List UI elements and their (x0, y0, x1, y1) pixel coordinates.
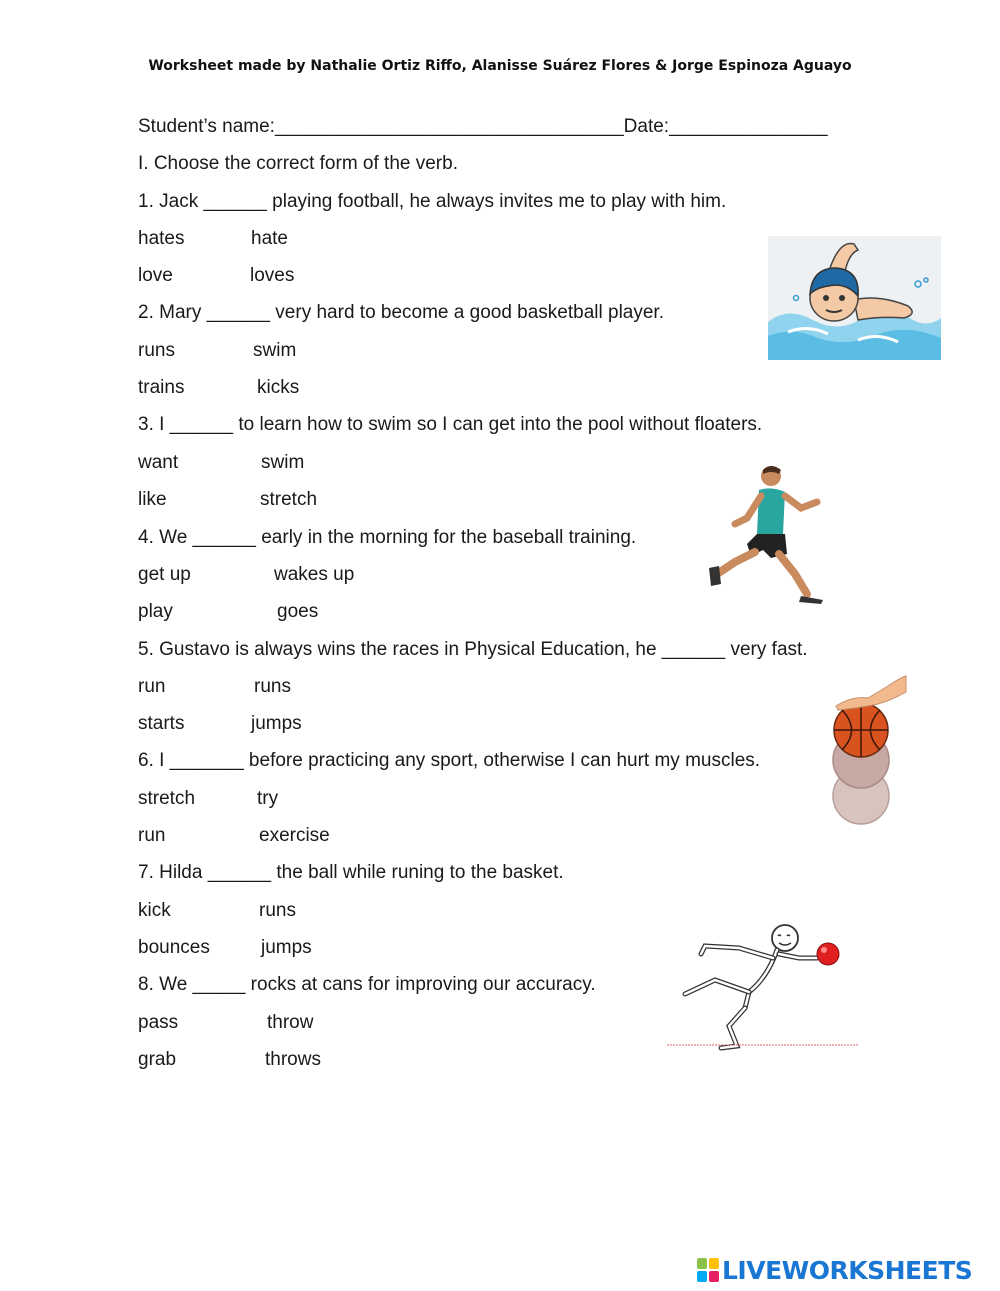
swimmer-illustration (768, 236, 941, 360)
option[interactable]: like (138, 489, 167, 510)
student-line (138, 115, 828, 139)
instruction: I. Choose the correct form of the verb. (138, 153, 458, 174)
question-2: 2. Mary ______ very hard to become a good basketball player. (138, 302, 664, 323)
worksheet-credits: Worksheet made by Nathalie Ortiz Riffo, Alanisse Suárez Flores & Jorge Espinoza Aguayo (148, 58, 852, 74)
date-label: Date:_______________ (623, 116, 828, 137)
option[interactable]: goes (277, 601, 319, 622)
option[interactable]: love (138, 265, 173, 286)
option[interactable]: kicks (257, 377, 300, 398)
liveworksheets-logo[interactable] (697, 1255, 972, 1285)
option[interactable]: trains (138, 377, 185, 398)
bouncing-basketball-illustration (828, 674, 908, 826)
option[interactable]: stretch (260, 489, 318, 510)
question-8: 8. We _____ rocks at cans for improving our accuracy. (138, 974, 596, 995)
runner-illustration (705, 462, 830, 607)
option[interactable]: stretch (138, 788, 196, 809)
option[interactable]: exercise (259, 825, 330, 846)
logo-icon (697, 1258, 719, 1282)
option[interactable]: run (138, 676, 166, 697)
logo-text: LIVEWORKSHEETS (722, 1255, 973, 1285)
option[interactable]: throws (265, 1049, 321, 1070)
question-7: 7. Hilda ______ the ball while runing to the basket. (138, 862, 564, 883)
question-4: 4. We ______ early in the morning for the baseball training. (138, 527, 637, 548)
option[interactable]: play (138, 601, 173, 622)
question-5: 5. Gustavo is always wins the races in Physical Education, he ______ very fast. (138, 639, 808, 660)
option[interactable]: swim (253, 340, 297, 361)
option[interactable]: run (138, 825, 166, 846)
option[interactable]: pass (138, 1012, 179, 1033)
option[interactable]: runs (254, 676, 291, 697)
stick-figure-throwing-illustration (665, 918, 860, 1053)
question-6: 6. I _______ before practicing any sport, otherwise I can hurt my muscles. (138, 750, 761, 771)
option[interactable]: jumps (261, 937, 312, 958)
option[interactable]: throw (267, 1012, 314, 1033)
option[interactable]: runs (259, 900, 296, 921)
option[interactable]: runs (138, 340, 175, 361)
option[interactable]: bounces (138, 937, 210, 958)
option[interactable]: loves (250, 265, 295, 286)
option[interactable]: want (138, 452, 179, 473)
option[interactable]: wakes up (274, 564, 355, 585)
option[interactable]: kick (138, 900, 171, 921)
option[interactable]: jumps (251, 713, 302, 734)
question-1: 1. Jack ______ playing football, he always invites me to play with him. (138, 191, 727, 212)
option[interactable]: hates (138, 228, 185, 249)
student-name-label: Student’s name:_________________________________ (138, 116, 624, 137)
question-3: 3. I ______ to learn how to swim so I can get into the pool without floaters. (138, 414, 763, 435)
option[interactable]: starts (138, 713, 185, 734)
option[interactable]: get up (138, 564, 191, 585)
option[interactable]: grab (138, 1049, 177, 1070)
option[interactable]: try (257, 788, 279, 809)
option[interactable]: swim (261, 452, 305, 473)
option[interactable]: hate (251, 228, 288, 249)
